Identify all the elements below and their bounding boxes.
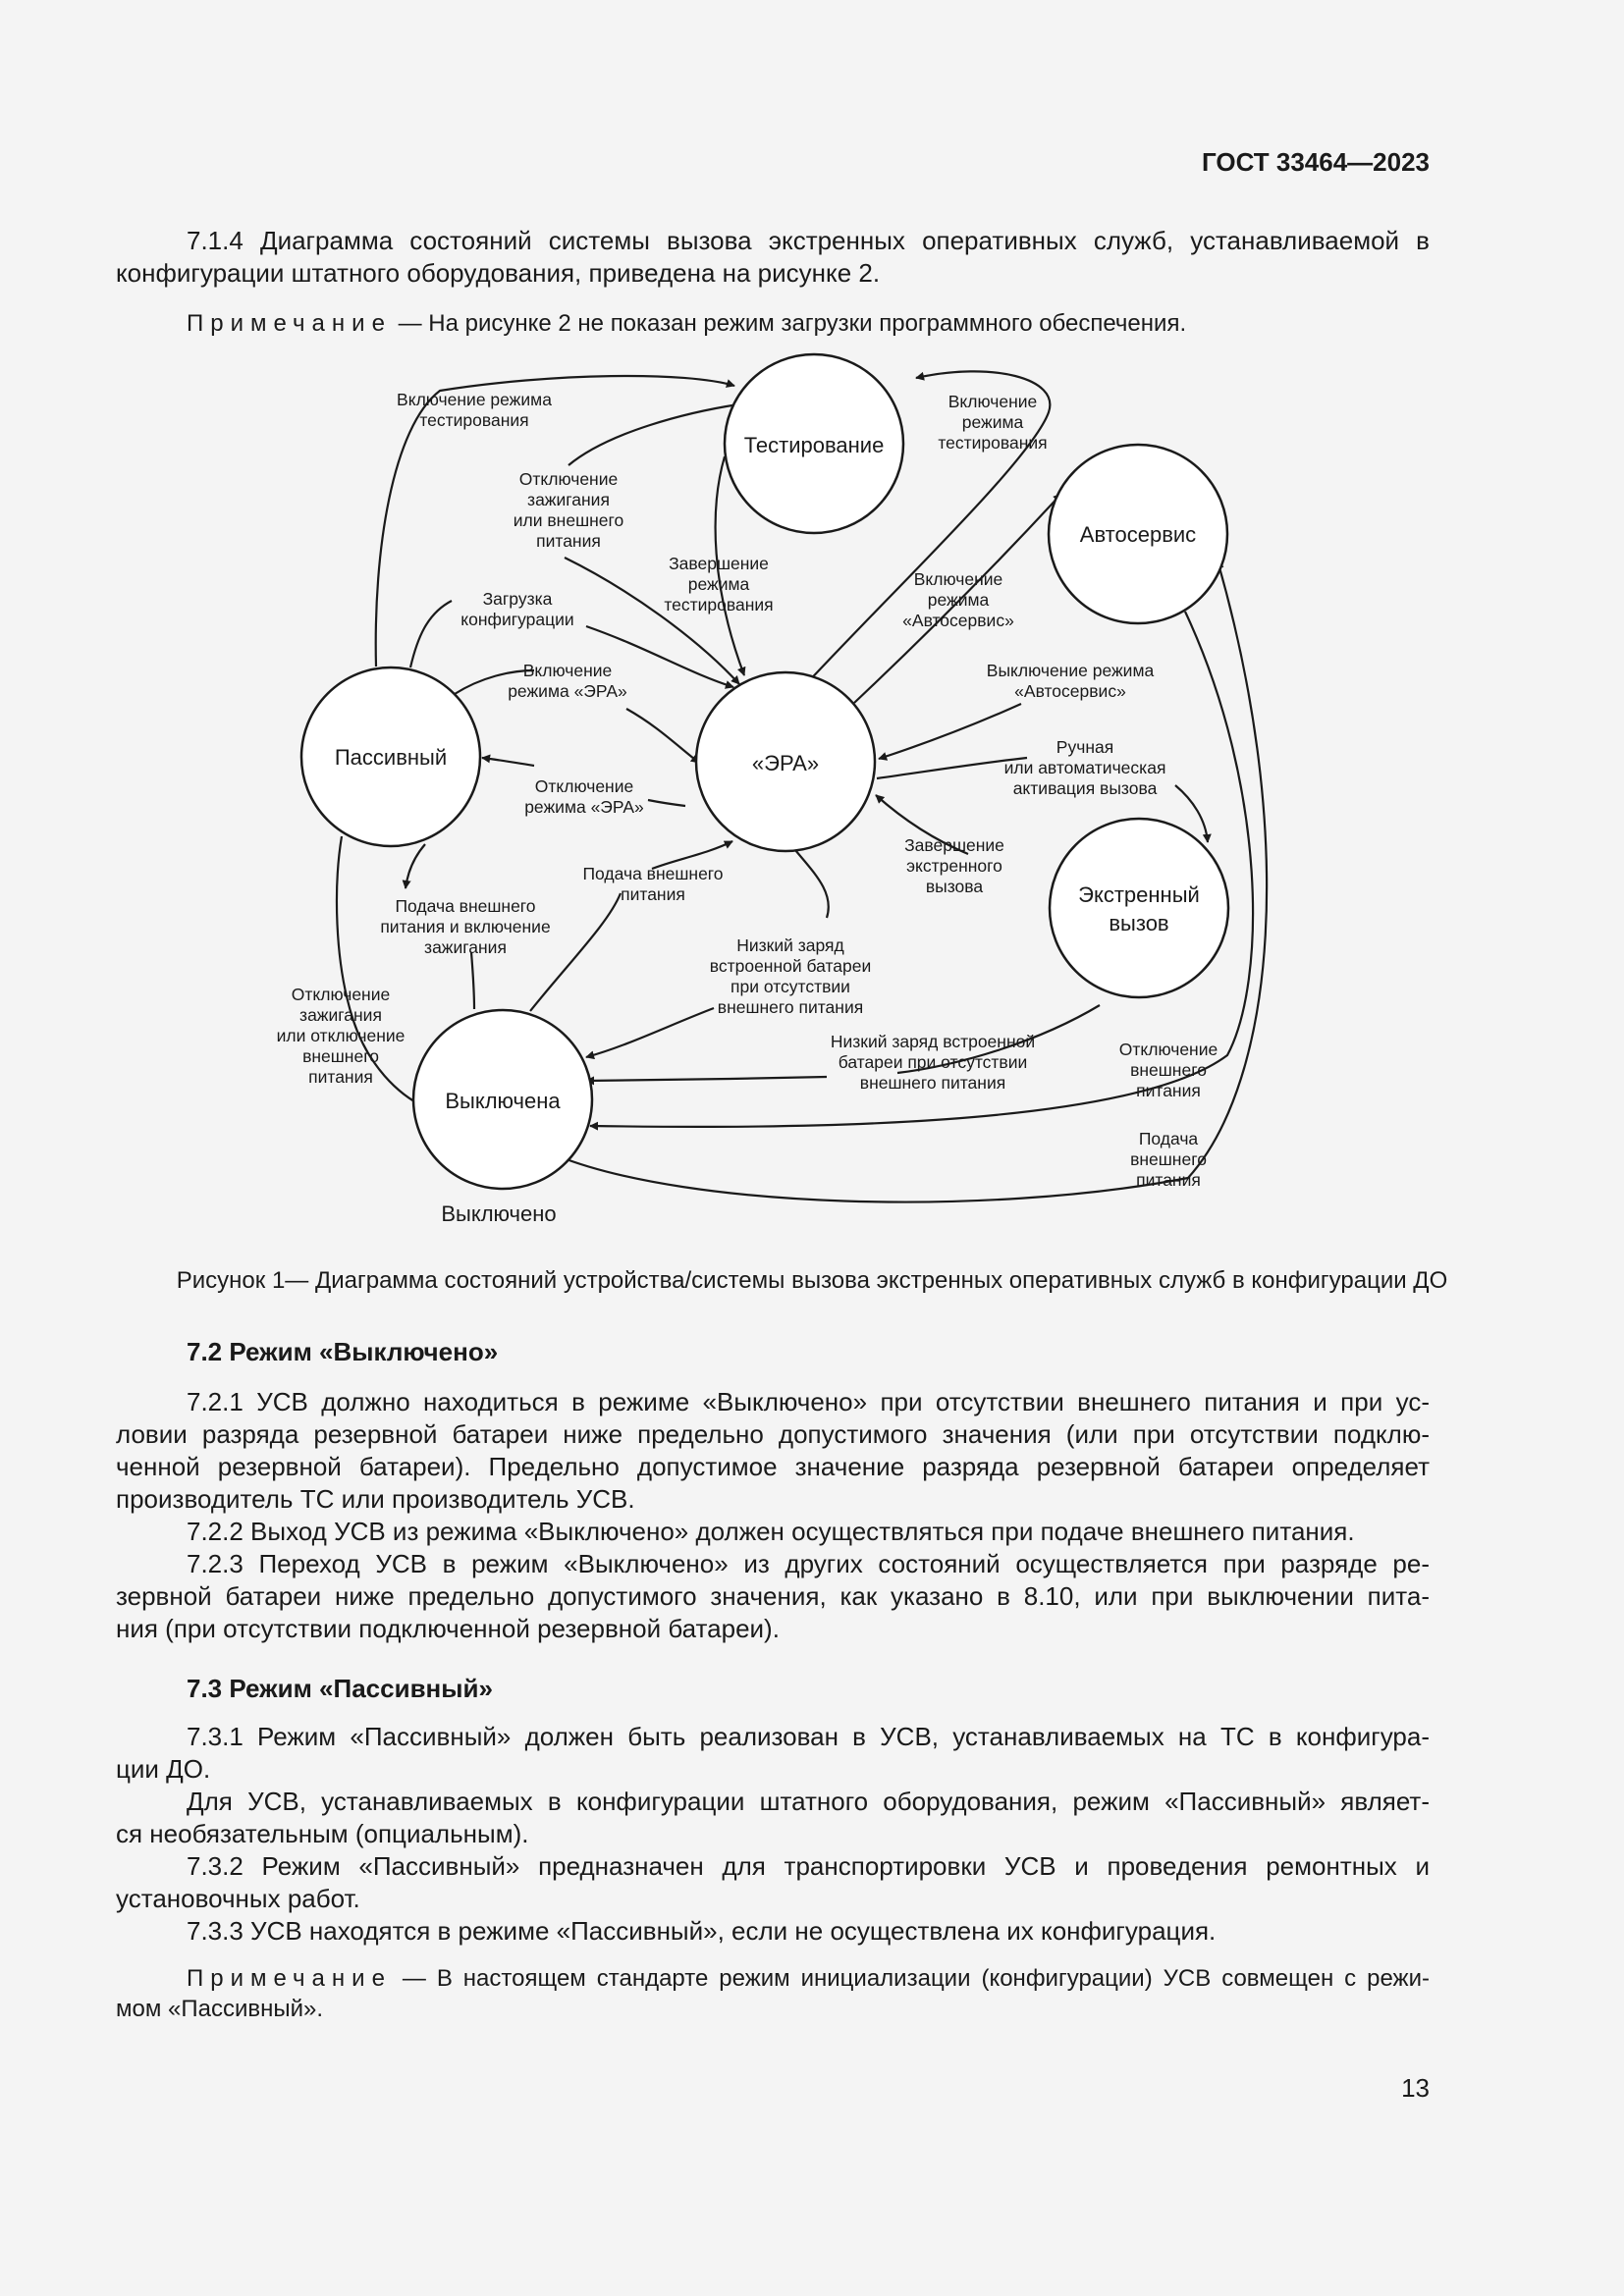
paragraph-7-2-1-line4: производитель ТС или производитель УСВ. (116, 1484, 635, 1514)
arrow-off-to-era-start (530, 893, 621, 1011)
section-7-2-heading: 7.2 Режим «Выключено» (187, 1337, 499, 1366)
paragraph-7-2-1-line3: ченной резервной батареи). Предельно допустимое значение разряда резервной батареи определяет (116, 1452, 1430, 1481)
standard-designation: ГОСТ 33464—2023 (1202, 147, 1430, 177)
state-label-off: Выключена (445, 1089, 561, 1113)
transition-label: внешнего питания (859, 1073, 1006, 1093)
intro-note: Примечание — На рисунке 2 не показан режим загрузки программного обеспечения. (187, 310, 1187, 337)
paragraph-7-2-3-line3: ния (при отсутствии подключенной резервной батареи). (116, 1614, 780, 1643)
transition-label: Загрузка (482, 589, 553, 609)
transition-label: зажигания (527, 490, 610, 509)
transition-label: режима (961, 412, 1024, 432)
section-7-3-heading: 7.3 Режим «Пассивный» (187, 1674, 493, 1703)
arrow-era-to-off-start (795, 850, 829, 918)
transition-label: тестирования (664, 595, 774, 614)
transition-label: внешнего (1130, 1149, 1207, 1169)
transition-label: Отключение (291, 985, 391, 1004)
transition-label: питания (308, 1067, 373, 1087)
transition-label: режима «ЭРА» (524, 797, 644, 817)
transition-label: питания (1136, 1081, 1201, 1100)
transition-label: или внешнего (513, 510, 624, 530)
transition-label: питания (1136, 1170, 1201, 1190)
figure-caption: Рисунок 1— Диаграмма состояний устройства/системы вызова экстренных оперативных служб в конфигурации ДО (176, 1267, 1448, 1294)
transition-label: Отключение (534, 776, 634, 796)
note-7-3-line1: Примечание — В настоящем стандарте режим инициализации (конфигурации) УСВ совмещен с режи- (187, 1965, 1430, 1992)
transition-label: внешнего (1130, 1060, 1207, 1080)
transition-label: при отсутствии (731, 977, 850, 996)
transition-label: или автоматическая (1003, 758, 1166, 777)
transition-label: Низкий заряд (736, 935, 844, 955)
transition-label: питания и включение (380, 917, 551, 936)
paragraph-7-2-3-line2: зервной батареи ниже предельно допустимого значения, как указано в 8.10, или при выключении пита- (116, 1581, 1430, 1611)
transition-label: тестирования (419, 410, 529, 430)
transition-label: режима (927, 590, 990, 610)
state-node-emergency (1050, 819, 1228, 997)
transition-label: Включение (947, 392, 1038, 411)
arrow-passive-era-on (626, 709, 699, 763)
paragraph-7-3-1b-line1: Для УСВ, устанавливаемых в конфигурации штатного оборудования, режим «Пассивный» являет- (187, 1787, 1430, 1816)
state-label-autoservice: Автосервис (1079, 522, 1197, 547)
transition-label: «Автосервис» (1014, 681, 1126, 701)
transition-label: Включение (913, 569, 1003, 589)
paragraph-7-3-1b-line2: ся необязательным (опциальным). (116, 1819, 529, 1848)
paragraph-7-2-1-line1: 7.2.1 УСВ должно находиться в режиме «Выключено» при отсутствии внешнего питания и при ус- (187, 1387, 1430, 1416)
transition-label: Выключение режима (986, 661, 1155, 680)
arrow-era-to-passive-start (648, 800, 685, 806)
arrow-era-to-passive (482, 758, 534, 766)
page-number: 13 (1401, 2073, 1430, 2103)
transition-label: Завершение (904, 835, 1004, 855)
transition-label: зажигания (424, 937, 507, 957)
transition-label: вызова (925, 877, 984, 896)
transition-label: Отключение (1118, 1040, 1218, 1059)
paragraph-7-3-2-line2: установочных работ. (116, 1884, 360, 1913)
state-label-emergency-line1: Экстренный (1078, 882, 1200, 907)
transition-label: Подача внешнего (395, 896, 536, 916)
arrow-passive-config-start (410, 601, 452, 667)
transition-label: питания (621, 884, 685, 904)
paragraph-7-2-1-line2: ловии разряда резервной батареи ниже предельно допустимого значения (или при отсутствии подклю- (116, 1419, 1430, 1449)
transition-label: внешнего питания (717, 997, 864, 1017)
transition-label: Подача (1138, 1129, 1199, 1148)
transition-label: активация вызова (1012, 778, 1158, 798)
paragraph-7-3-3: 7.3.3 УСВ находятся в режиме «Пассивный», если не осуществлена их конфигурация. (187, 1916, 1217, 1946)
transition-label: Включение режима (397, 390, 552, 409)
intro-paragraph-line1: 7.1.4 Диаграмма состояний системы вызова экстренных оперативных служб, устанавливаемой в (187, 226, 1430, 255)
intro-paragraph-line2: конфигурации штатного оборудования, приведена на рисунке 2. (116, 258, 881, 288)
state-label-passive: Пассивный (334, 745, 448, 770)
transition-label: режима (687, 574, 750, 594)
transition-label: Низкий заряд встроенной (830, 1032, 1036, 1051)
transition-label: «Автосервис» (902, 611, 1014, 630)
transition-label: внешнего (302, 1046, 379, 1066)
state-label-emergency-line2: вызов (1109, 911, 1169, 935)
transition-label: режима «ЭРА» (508, 681, 627, 701)
transition-label: Завершение (669, 554, 769, 573)
paragraph-7-3-2-line1: 7.3.2 Режим «Пассивный» предназначен для транспортировки УСВ и проведения ремонтных и (187, 1851, 1430, 1881)
transition-label: экстренного (906, 856, 1002, 876)
state-label-era: «ЭРА» (751, 751, 820, 775)
paragraph-7-3-1-line1: 7.3.1 Режим «Пассивный» должен быть реализован в УСВ, устанавливаемых на ТС в конфигура- (187, 1722, 1430, 1751)
transition-label: тестирования (938, 433, 1048, 453)
note-7-3-line2: мом «Пассивный». (116, 1996, 324, 2022)
arrow-emergency-to-off (586, 1077, 827, 1081)
arrow-era-to-off (586, 1008, 714, 1057)
transition-label: питания (536, 531, 601, 551)
transition-label: зажигания (299, 1005, 382, 1025)
arrow-autoservice-to-era (879, 704, 1021, 759)
transition-label: встроенной батареи (709, 956, 872, 976)
transition-label: конфигурации (460, 610, 574, 629)
arrow-off-to-passive (406, 844, 425, 888)
transition-label: Подача внешнего (582, 864, 724, 883)
state-label-testing: Тестирование (743, 433, 885, 457)
state-caption-off: Выключено (441, 1201, 557, 1226)
paragraph-7-2-3-line1: 7.2.3 Переход УСВ в режим «Выключено» из других состояний осуществляется при разряде ре- (187, 1549, 1430, 1578)
paragraph-7-2-2: 7.2.2 Выход УСВ из режима «Выключено» должен осуществляться при подаче внешнего питания. (187, 1517, 1355, 1546)
arrow-off-to-passive-start (471, 952, 474, 1009)
transition-label: батареи при отсутствии (838, 1052, 1028, 1072)
transition-label: Отключение (518, 469, 619, 489)
arrow-testing-to-era-start (568, 404, 738, 465)
paragraph-7-3-1-line2: ции ДО. (116, 1754, 211, 1784)
transition-label: или отключение (276, 1026, 406, 1045)
transition-label: Ручная (1056, 737, 1114, 757)
transition-label: Включение (522, 661, 613, 680)
